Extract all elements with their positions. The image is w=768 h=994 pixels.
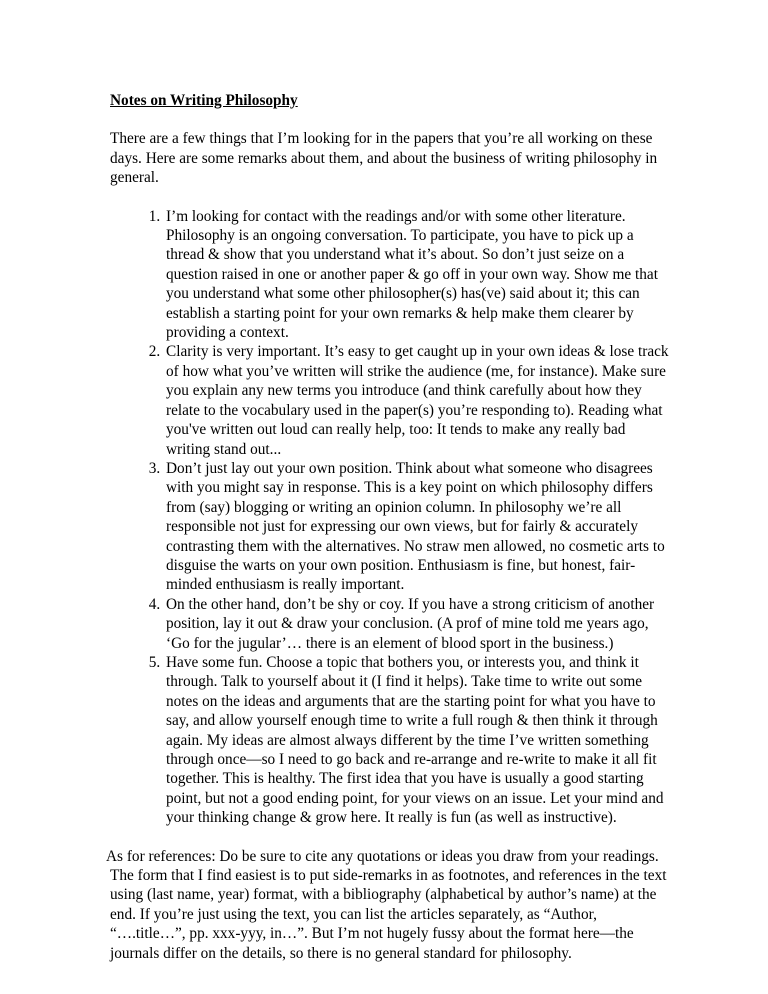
references-paragraph: As for references: Do be sure to cite any quotations or ideas you draw from your readings. The form that I find easiest is to put side-remarks in as footnotes, and references in the text using (last name, year) format, with a bibliography (alphabetical by author’s name) at the end. If you’re just using the text, you can list the articles separately, as “Author, “….title…”, pp. xxx-yyy, in…”. But I’m not hugely fussy about the format here—the journals differ on the details, so there is no general standard for philosophy. <box>106 847 667 962</box>
list-item: 2. Clarity is very important. It’s easy to get caught up in your own ideas & lose track of how what you’ve written will strike the audience (me, for instance). Make sure you explain any new terms you introduce (and think carefully about how they relate to the vocabulary used in the paper(s) you’re responding to). Reading what you've written out loud can really help, too: It tends to make any really bad writing stand out... <box>164 342 670 458</box>
list-item: 1. I’m looking for contact with the readings and/or with some other literature. Philosophy is an ongoing conversation. To participate, you have to pick up a thread & show that you understand what it’s about. So don’t just seize on a question raised in one or another paper & go off in your own way. Show me that you understand what some other philosopher(s) has(ve) said about it; this can establish a starting point for your own remarks & help make them clearer by providing a context. <box>164 207 670 343</box>
intro-paragraph: There are a few things that I’m looking for in the papers that you’re all working on these days. Here are some remarks about them, and about the business of writing philosophy in general. <box>110 130 658 187</box>
points-list <box>110 207 670 828</box>
document-page <box>106 91 670 963</box>
list-item: 4. On the other hand, don’t be shy or coy. If you have a strong criticism of another position, lay it out & draw your conclusion. (A prof of mine told me years ago, ‘Go for the jugular’… there is an element of blood sport in the business.) <box>164 595 670 653</box>
list-item: 5. Have some fun. Choose a topic that bothers you, or interests you, and think it through. Talk to yourself about it (I find it helps). Take time to write out some notes on the ideas and arguments that are the starting point for what you have to say, and allow yourself enough time to write a full rough & then think it through again. My ideas are almost always different by the time I’ve written something through once—so I need to go back and re-arrange and re-write to make it all fit together. This is healthy. The first idea that you have is usually a good starting point, but not a good ending point, for your views on an issue. Let your mind and your thinking change & grow here. It really is fun (as well as instructive). <box>164 653 670 828</box>
list-item: 3. Don’t just lay out your own position. Think about what someone who disagrees with you might say in response. This is a key point on which philosophy differs from (say) blogging or writing an opinion column. In philosophy we’re all responsible not just for expressing our own views, but for fairly & accurately contrasting them with the alternatives. No straw men allowed, no cosmetic arts to disguise the warts on your own position. Enthusiasm is fine, but honest, fair-minded enthusiasm is really important. <box>164 459 670 595</box>
document-title: Notes on Writing Philosophy <box>110 92 298 109</box>
